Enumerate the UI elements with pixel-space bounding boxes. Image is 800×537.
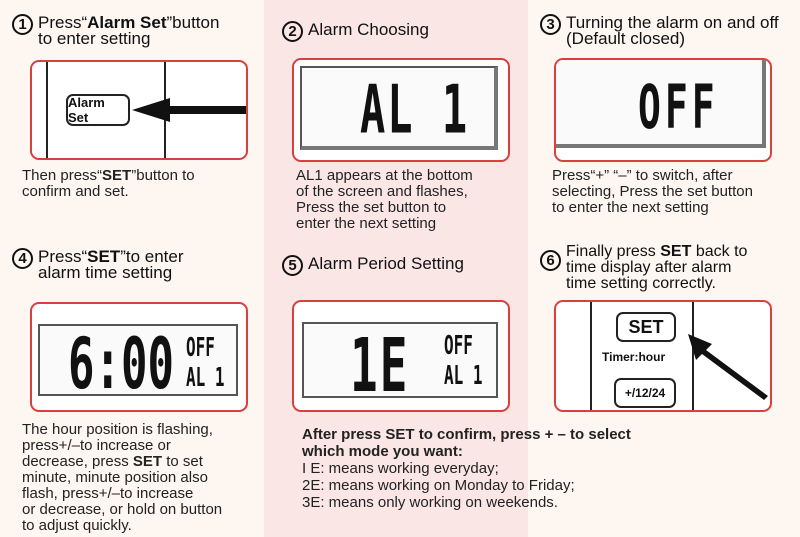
- step5-lcd-mode: 1E: [350, 322, 410, 409]
- step1-desc-pre: Then press“: [22, 167, 103, 184]
- step3-title-line1: Turning the alarm on and off: [566, 13, 779, 32]
- step2-desc-line2: of the screen and flashes,: [296, 183, 468, 200]
- step1-desc-post: ”button to: [131, 167, 195, 184]
- step1-description: [22, 168, 195, 200]
- step5-desc-line4: 2E: means working on Monday to Friday;: [302, 477, 575, 494]
- step5-desc-line5: 3E: means only working on weekends.: [302, 494, 558, 511]
- step4-lcd-off: OFF: [186, 332, 215, 363]
- step3-title: [540, 15, 779, 47]
- step4-title-line2: alarm time setting: [38, 263, 173, 282]
- step4-desc-line3-bold: SET: [132, 453, 163, 470]
- step6-title-pre: Finally press: [566, 243, 661, 260]
- step1-title: [12, 15, 219, 47]
- step4-title: [12, 249, 184, 281]
- step4-lcd-time: 6:00: [68, 324, 174, 406]
- step3-desc-line2: selecting, Press the set button: [552, 183, 753, 200]
- step3-number: 3: [540, 14, 561, 35]
- step1-edge-line-left: [46, 62, 48, 160]
- step2-number: 2: [282, 21, 303, 42]
- step3-desc-line1: Press“+” “–” to switch, after: [552, 167, 733, 184]
- step2-title-text: Alarm Choosing: [308, 20, 429, 39]
- step3-lcd-screen: [554, 60, 766, 148]
- arrow-left-icon: [130, 92, 248, 128]
- step1-title-post: ”button: [166, 13, 220, 32]
- step6-title-line2: time display after alarm: [566, 259, 732, 276]
- step4-desc-line3-post: to set: [162, 453, 203, 470]
- step5-desc-line1-post: to confirm, press + – to select: [414, 426, 631, 443]
- step5-desc-line3: I E: means working everyday;: [302, 460, 499, 477]
- step4-desc-line3-pre: decrease, press: [22, 453, 133, 470]
- step4-description: [22, 422, 222, 534]
- step5-number: 5: [282, 255, 303, 276]
- step1-desc-line2: confirm and set.: [22, 183, 129, 200]
- step4-lcd-al: AL 1: [186, 362, 225, 393]
- step5-title-text: Alarm Period Setting: [308, 254, 464, 273]
- step4-desc-line1: The hour position is flashing,: [22, 421, 213, 438]
- step2-desc-line3: Press the set button to: [296, 199, 447, 216]
- arrow-up-left-icon: [684, 330, 770, 402]
- step5-lcd-al: AL 1: [444, 360, 483, 391]
- step3-lcd-text: OFF: [638, 72, 719, 143]
- step5-title: [282, 256, 464, 276]
- step5-panel: [292, 300, 510, 412]
- step5-desc-line1-bold: SET: [385, 426, 415, 443]
- step3-desc-line3: to enter the next setting: [552, 199, 709, 216]
- step3-title-line2: (Default closed): [566, 29, 686, 48]
- step5-lcd-screen: [302, 322, 498, 409]
- step4-number: 4: [12, 248, 33, 269]
- step5-desc-line1-pre: After press: [302, 426, 386, 443]
- step4-desc-line5: flash, press+/–to increase: [22, 485, 194, 502]
- step2-desc-line4: enter the next setting: [296, 215, 437, 232]
- step6-title-post: back to: [691, 243, 748, 260]
- step2-lcd-text: AL 1: [360, 70, 470, 149]
- step4-title-pre: Press“: [38, 247, 88, 266]
- step6-title-line3: time setting correctly.: [566, 275, 716, 292]
- step3-description: [552, 168, 753, 216]
- step1-title-line2: to enter setting: [38, 29, 151, 48]
- step4-desc-line2: press+/–to increase or: [22, 437, 171, 454]
- step2-desc-line1: AL1 appears at the bottom: [296, 167, 473, 184]
- step4-lcd-screen: [38, 324, 238, 406]
- timer-hour-label: Timer:hour: [602, 350, 666, 364]
- step1-number: 1: [12, 14, 33, 35]
- step4-desc-line6: or decrease, or hold on button: [22, 501, 223, 518]
- step2-description: [296, 168, 473, 232]
- step1-title-bold: Alarm Set: [87, 13, 167, 32]
- step1-title-pre: Press“: [38, 13, 88, 32]
- step1-panel: [30, 60, 248, 160]
- step4-panel: [30, 302, 248, 412]
- step6-title: [540, 244, 747, 292]
- step4-desc-line7: to adjust quickly.: [22, 517, 132, 534]
- step2-lcd-screen: [300, 66, 498, 150]
- step4-title-post: ”to enter: [120, 247, 184, 266]
- set-button[interactable]: SET: [616, 312, 676, 342]
- step2-title: [282, 22, 429, 42]
- step6-edge-line-left: [590, 302, 592, 412]
- step4-desc-line4: minute, minute position also: [22, 469, 208, 486]
- step6-number: 6: [540, 250, 561, 271]
- step5-description: [302, 426, 631, 511]
- step3-panel: [554, 58, 772, 162]
- step5-desc-line2: which mode you want:: [302, 443, 463, 460]
- step1-desc-bold: SET: [102, 167, 132, 184]
- step6-title-bold: SET: [660, 243, 692, 260]
- step5-lcd-off: OFF: [444, 330, 473, 361]
- step6-panel: [554, 300, 772, 412]
- step2-panel: [292, 58, 510, 162]
- plus-12-24-button[interactable]: +/12/24: [614, 378, 676, 408]
- step4-title-bold: SET: [87, 247, 121, 266]
- alarm-set-button[interactable]: Alarm Set: [66, 94, 130, 126]
